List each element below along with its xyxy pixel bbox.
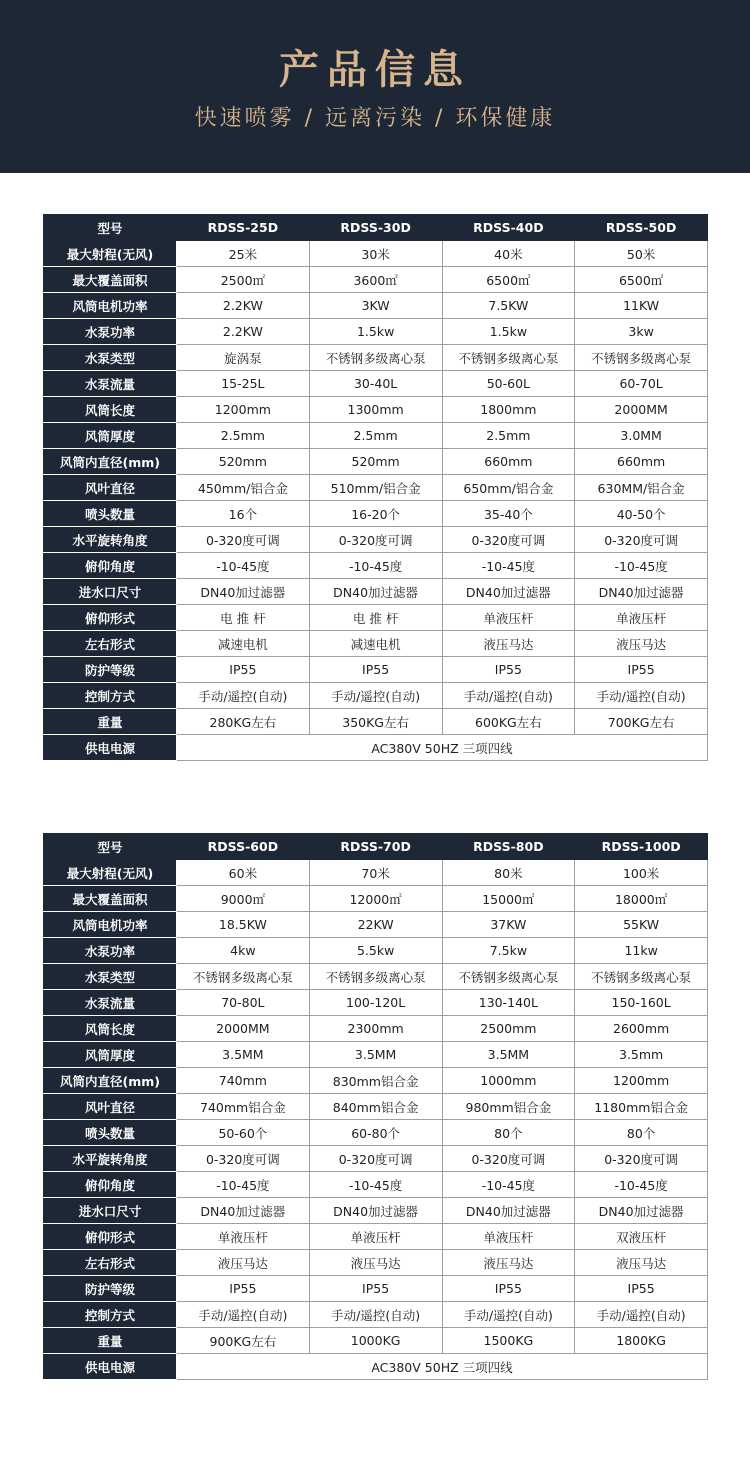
table-row: [44, 1042, 708, 1068]
row-label: 左右形式: [44, 1250, 177, 1276]
spec-value: 5.5kw: [309, 938, 442, 964]
spec-value: -10-45度: [177, 1172, 310, 1198]
spec-value: 980mm铝合金: [442, 1094, 575, 1120]
spec-value: 2.5mm: [309, 423, 442, 449]
model-column-header: 型号: [44, 215, 177, 241]
spec-value: 130-140L: [442, 990, 575, 1016]
spec-value: 6500㎡: [442, 267, 575, 293]
table-row: [44, 319, 708, 345]
model-name: RDSS-100D: [575, 834, 708, 860]
spec-value: 520mm: [177, 449, 310, 475]
spec-value: 16-20个: [309, 501, 442, 527]
spec-value: -10-45度: [575, 553, 708, 579]
table-row: [44, 860, 708, 886]
spec-value: 70米: [309, 860, 442, 886]
spec-value: 80个: [442, 1120, 575, 1146]
spec-value: 9000㎡: [177, 886, 310, 912]
page-header: [0, 0, 750, 173]
row-label: 重量: [44, 1328, 177, 1354]
spec-value: 40米: [442, 241, 575, 267]
spec-value: 旋涡泵: [177, 345, 310, 371]
row-label: 俯仰形式: [44, 605, 177, 631]
spec-value: 50-60个: [177, 1120, 310, 1146]
row-label: 水泵类型: [44, 345, 177, 371]
spec-value: 不锈钢多级离心泵: [575, 345, 708, 371]
spec-value: 55KW: [575, 912, 708, 938]
spec-value: 3kw: [575, 319, 708, 345]
header-row: [44, 834, 708, 860]
row-label: 水泵流量: [44, 990, 177, 1016]
spec-value: 电 推 杆: [177, 605, 310, 631]
spec-value: 不锈钢多级离心泵: [309, 964, 442, 990]
table-row: [44, 527, 708, 553]
row-label: 水泵功率: [44, 938, 177, 964]
spec-value: 手动/遥控(自动): [177, 1302, 310, 1328]
table-row: [44, 938, 708, 964]
row-label: 防护等级: [44, 1276, 177, 1302]
spec-value: 2.5mm: [177, 423, 310, 449]
spec-value: 2600mm: [575, 1016, 708, 1042]
spec-value: -10-45度: [442, 1172, 575, 1198]
model-name: RDSS-40D: [442, 215, 575, 241]
spec-value: 650mm/铝合金: [442, 475, 575, 501]
header-row: [44, 215, 708, 241]
spec-value: 电 推 杆: [309, 605, 442, 631]
row-label: 风筒厚度: [44, 1042, 177, 1068]
spec-value: -10-45度: [177, 553, 310, 579]
table-row: [44, 1016, 708, 1042]
spec-value: 60-80个: [309, 1120, 442, 1146]
spec-value: 25米: [177, 241, 310, 267]
spec-value: 100米: [575, 860, 708, 886]
spec-value: 减速电机: [309, 631, 442, 657]
spec-value: -10-45度: [442, 553, 575, 579]
spec-value: DN40加过滤器: [177, 579, 310, 605]
spec-value: 1200mm: [177, 397, 310, 423]
row-label: 重量: [44, 709, 177, 735]
spec-value: 3.0MM: [575, 423, 708, 449]
table-row: [44, 397, 708, 423]
spec-value: 不锈钢多级离心泵: [442, 345, 575, 371]
spec-value: 1800KG: [575, 1328, 708, 1354]
table-row: [44, 631, 708, 657]
table-row: [44, 371, 708, 397]
spec-value: 1500KG: [442, 1328, 575, 1354]
spec-value: 单液压杆: [575, 605, 708, 631]
row-label: 水平旋转角度: [44, 1146, 177, 1172]
row-label: 喷头数量: [44, 1120, 177, 1146]
power-value: AC380V 50HZ 三项四线: [177, 1354, 708, 1380]
table-row: [44, 345, 708, 371]
spec-value: 11kw: [575, 938, 708, 964]
spec-value: 不锈钢多级离心泵: [309, 345, 442, 371]
spec-value: 单液压杆: [442, 1224, 575, 1250]
spec-value: 0-320度可调: [177, 527, 310, 553]
table-row: [44, 1068, 708, 1094]
table-row: [44, 990, 708, 1016]
spec-value: 150-160L: [575, 990, 708, 1016]
spec-value: 510mm/铝合金: [309, 475, 442, 501]
spec-value: 手动/遥控(自动): [442, 683, 575, 709]
model-name: RDSS-80D: [442, 834, 575, 860]
spec-value: 6500㎡: [575, 267, 708, 293]
spec-value: 80米: [442, 860, 575, 886]
model-name: RDSS-70D: [309, 834, 442, 860]
spec-value: 600KG左右: [442, 709, 575, 735]
spec-value: 0-320度可调: [177, 1146, 310, 1172]
spec-value: 3KW: [309, 293, 442, 319]
spec-value: 15000㎡: [442, 886, 575, 912]
spec-value: 3600㎡: [309, 267, 442, 293]
spec-value: 单液压杆: [177, 1224, 310, 1250]
spec-value: 液压马达: [309, 1250, 442, 1276]
row-label: 左右形式: [44, 631, 177, 657]
spec-value: 22KW: [309, 912, 442, 938]
table-row: [44, 1198, 708, 1224]
row-label: 水泵流量: [44, 371, 177, 397]
power-label: 供电电源: [44, 735, 177, 761]
row-label: 风筒电机功率: [44, 912, 177, 938]
spec-value: 12000㎡: [309, 886, 442, 912]
spec-value: 7.5kw: [442, 938, 575, 964]
spec-value: 1.5kw: [442, 319, 575, 345]
spec-value: 1.5kw: [309, 319, 442, 345]
spec-value: 520mm: [309, 449, 442, 475]
row-label: 俯仰角度: [44, 1172, 177, 1198]
spec-value: 3.5MM: [309, 1042, 442, 1068]
spec-value: IP55: [442, 657, 575, 683]
power-label: 供电电源: [44, 1354, 177, 1380]
table-row: [44, 1224, 708, 1250]
spec-value: 不锈钢多级离心泵: [442, 964, 575, 990]
spec-value: 2500㎡: [177, 267, 310, 293]
spec-value: 3.5MM: [442, 1042, 575, 1068]
spec-value: 100-120L: [309, 990, 442, 1016]
row-label: 俯仰角度: [44, 553, 177, 579]
row-label: 进水口尺寸: [44, 579, 177, 605]
spec-value: 液压马达: [575, 631, 708, 657]
spec-value: 840mm铝合金: [309, 1094, 442, 1120]
spec-table-1: [43, 214, 708, 761]
table-row: [44, 1302, 708, 1328]
spec-value: 350KG左右: [309, 709, 442, 735]
table-row: [44, 267, 708, 293]
spec-value: 0-320度可调: [575, 1146, 708, 1172]
spec-value: 手动/遥控(自动): [575, 683, 708, 709]
spec-value: 2500mm: [442, 1016, 575, 1042]
spec-value: 16个: [177, 501, 310, 527]
spec-value: 0-320度可调: [442, 527, 575, 553]
spec-table-2: [43, 833, 708, 1380]
table-row-power: [44, 1354, 708, 1380]
table-row: [44, 709, 708, 735]
table-row: [44, 1094, 708, 1120]
spec-value: 660mm: [442, 449, 575, 475]
spec-value: DN40加过滤器: [309, 579, 442, 605]
spec-value: 630MM/铝合金: [575, 475, 708, 501]
page-subtitle: 快速喷雾 / 远离污染 / 环保健康: [194, 106, 556, 131]
spec-value: 2.2KW: [177, 293, 310, 319]
spec-value: 50米: [575, 241, 708, 267]
spec-value: IP55: [177, 657, 310, 683]
spec-value: 80个: [575, 1120, 708, 1146]
spec-value: 30米: [309, 241, 442, 267]
spec-value: 1000KG: [309, 1328, 442, 1354]
spec-value: -10-45度: [309, 553, 442, 579]
table-row: [44, 886, 708, 912]
spec-value: 70-80L: [177, 990, 310, 1016]
spec-value: 830mm铝合金: [309, 1068, 442, 1094]
spec-value: DN40加过滤器: [575, 579, 708, 605]
spec-value: 740mm: [177, 1068, 310, 1094]
row-label: 控制方式: [44, 683, 177, 709]
spec-value: 手动/遥控(自动): [177, 683, 310, 709]
table-row: [44, 1250, 708, 1276]
table-row: [44, 912, 708, 938]
spec-value: 2000MM: [575, 397, 708, 423]
spec-value: 手动/遥控(自动): [442, 1302, 575, 1328]
row-label: 风筒长度: [44, 1016, 177, 1042]
table-row: [44, 1120, 708, 1146]
row-label: 风叶直径: [44, 475, 177, 501]
spec-value: 37KW: [442, 912, 575, 938]
spec-value: DN40加过滤器: [309, 1198, 442, 1224]
spec-value: 15-25L: [177, 371, 310, 397]
spec-value: -10-45度: [309, 1172, 442, 1198]
spec-value: 2300mm: [309, 1016, 442, 1042]
spec-value: 900KG左右: [177, 1328, 310, 1354]
spec-value: 3.5MM: [177, 1042, 310, 1068]
model-name: RDSS-60D: [177, 834, 310, 860]
spec-value: 1800mm: [442, 397, 575, 423]
row-label: 风筒内直径(mm): [44, 449, 177, 475]
spec-value: 1300mm: [309, 397, 442, 423]
spec-value: 660mm: [575, 449, 708, 475]
table-row: [44, 449, 708, 475]
row-label: 最大覆盖面积: [44, 267, 177, 293]
table-row: [44, 579, 708, 605]
power-value: AC380V 50HZ 三项四线: [177, 735, 708, 761]
spec-value: 740mm铝合金: [177, 1094, 310, 1120]
row-label: 风筒厚度: [44, 423, 177, 449]
model-column-header: 型号: [44, 834, 177, 860]
table-row: [44, 475, 708, 501]
table-row: [44, 1172, 708, 1198]
spec-value: 液压马达: [442, 1250, 575, 1276]
spec-value: 450mm/铝合金: [177, 475, 310, 501]
spec-value: 不锈钢多级离心泵: [177, 964, 310, 990]
spec-value: 3.5mm: [575, 1042, 708, 1068]
table-row: [44, 241, 708, 267]
spec-value: IP55: [575, 657, 708, 683]
spec-value: 液压马达: [177, 1250, 310, 1276]
table-row: [44, 423, 708, 449]
table-row: [44, 964, 708, 990]
spec-value: DN40加过滤器: [177, 1198, 310, 1224]
row-label: 风筒电机功率: [44, 293, 177, 319]
spec-value: 280KG左右: [177, 709, 310, 735]
spec-value: 7.5KW: [442, 293, 575, 319]
spec-value: 不锈钢多级离心泵: [575, 964, 708, 990]
spec-value: 1000mm: [442, 1068, 575, 1094]
spec-value: IP55: [309, 1276, 442, 1302]
spec-value: DN40加过滤器: [442, 1198, 575, 1224]
spec-value: 单液压杆: [309, 1224, 442, 1250]
spec-value: 30-40L: [309, 371, 442, 397]
row-label: 风筒内直径(mm): [44, 1068, 177, 1094]
table-row: [44, 293, 708, 319]
spec-value: 手动/遥控(自动): [575, 1302, 708, 1328]
table-row: [44, 1276, 708, 1302]
spec-value: 减速电机: [177, 631, 310, 657]
spec-value: 60米: [177, 860, 310, 886]
spec-value: IP55: [177, 1276, 310, 1302]
spec-value: DN40加过滤器: [442, 579, 575, 605]
model-name: RDSS-30D: [309, 215, 442, 241]
spec-value: 2.5mm: [442, 423, 575, 449]
spec-value: -10-45度: [575, 1172, 708, 1198]
table-row-power: [44, 735, 708, 761]
row-label: 防护等级: [44, 657, 177, 683]
row-label: 最大射程(无风): [44, 241, 177, 267]
spec-value: 单液压杆: [442, 605, 575, 631]
row-label: 控制方式: [44, 1302, 177, 1328]
spec-value: 0-320度可调: [309, 527, 442, 553]
spec-value: 40-50个: [575, 501, 708, 527]
row-label: 水平旋转角度: [44, 527, 177, 553]
spec-value: 手动/遥控(自动): [309, 683, 442, 709]
row-label: 最大覆盖面积: [44, 886, 177, 912]
row-label: 最大射程(无风): [44, 860, 177, 886]
spec-value: 1180mm铝合金: [575, 1094, 708, 1120]
row-label: 风筒长度: [44, 397, 177, 423]
spec-value: 0-320度可调: [575, 527, 708, 553]
spec-value: 0-320度可调: [442, 1146, 575, 1172]
row-label: 水泵功率: [44, 319, 177, 345]
table-row: [44, 1146, 708, 1172]
table-row: [44, 605, 708, 631]
spec-value: 18000㎡: [575, 886, 708, 912]
model-name: RDSS-25D: [177, 215, 310, 241]
spec-value: IP55: [575, 1276, 708, 1302]
spec-value: 60-70L: [575, 371, 708, 397]
spec-value: IP55: [309, 657, 442, 683]
table-row: [44, 683, 708, 709]
spec-value: 手动/遥控(自动): [309, 1302, 442, 1328]
spec-value: IP55: [442, 1276, 575, 1302]
row-label: 俯仰形式: [44, 1224, 177, 1250]
spec-value: 4kw: [177, 938, 310, 964]
spec-value: 液压马达: [442, 631, 575, 657]
spec-value: 2.2KW: [177, 319, 310, 345]
spec-value: 35-40个: [442, 501, 575, 527]
table-row: [44, 657, 708, 683]
spec-value: 11KW: [575, 293, 708, 319]
spec-value: 0-320度可调: [309, 1146, 442, 1172]
spec-value: 1200mm: [575, 1068, 708, 1094]
spec-value: 2000MM: [177, 1016, 310, 1042]
model-name: RDSS-50D: [575, 215, 708, 241]
table-row: [44, 553, 708, 579]
spec-value: 700KG左右: [575, 709, 708, 735]
spec-value: 50-60L: [442, 371, 575, 397]
spec-value: DN40加过滤器: [575, 1198, 708, 1224]
table-row: [44, 1328, 708, 1354]
table-row: [44, 501, 708, 527]
spec-value: 18.5KW: [177, 912, 310, 938]
spec-value: 液压马达: [575, 1250, 708, 1276]
row-label: 风叶直径: [44, 1094, 177, 1120]
page-title: 产品信息: [279, 47, 471, 93]
spec-value: 双液压杆: [575, 1224, 708, 1250]
row-label: 进水口尺寸: [44, 1198, 177, 1224]
row-label: 喷头数量: [44, 501, 177, 527]
row-label: 水泵类型: [44, 964, 177, 990]
